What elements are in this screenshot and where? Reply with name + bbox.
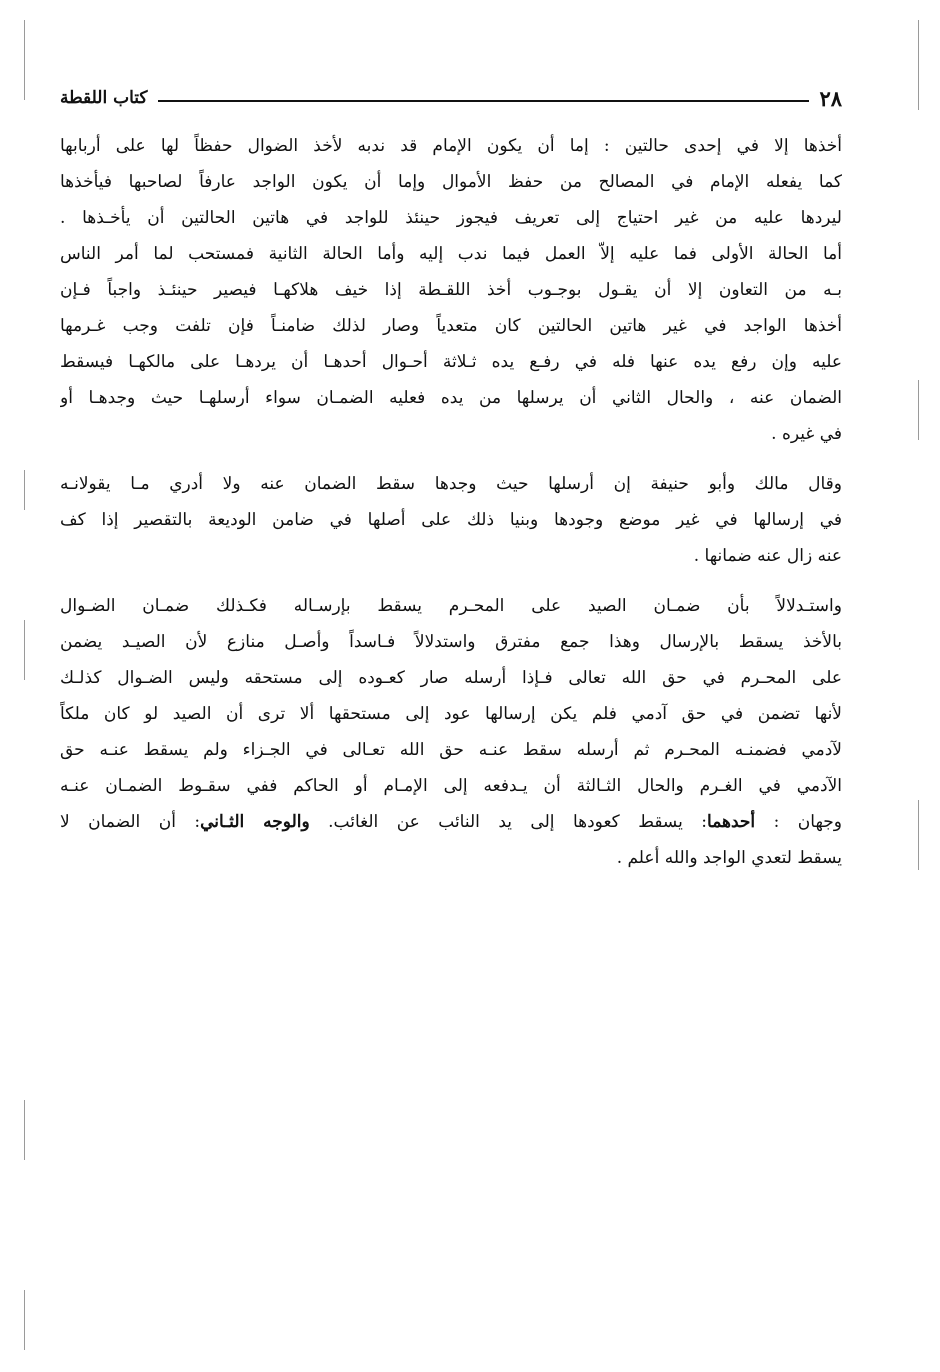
body-text [60, 128, 842, 876]
text-line-rich: وجهان : أحدهما: يسقط كعودها إلى يد النائب عن الغائب. والوجه الثـاني: أن الضمان لا [60, 812, 842, 832]
running-title: كتاب اللقطة [60, 88, 148, 108]
header-rule [158, 100, 810, 102]
page-header [60, 84, 842, 112]
left-margin-mark [24, 1100, 25, 1160]
text-line: لأنها تضمن في حق آدمي فلم يكن إرسالها عود إلى مستحقها ألا ترى أن الصيد لو كان ملكاً [60, 704, 842, 724]
text-line: عنه زال عنه ضمانها . [693, 546, 842, 566]
left-margin-mark [24, 1290, 25, 1350]
page-number: ٢٨ [819, 85, 842, 111]
text-line: أخذها إلا في إحدى حالتين : إما أن يكون الإمام قد ندبه لأخذ الضوال حفظاً لها على أربابها [60, 136, 842, 156]
right-margin-mark [918, 380, 919, 440]
right-margin-mark [918, 20, 919, 110]
text-line: بالأخذ يسقط بالإرسال وهذا جمع مفترق واستدلالاً فـاسداً وأصـل منازع لأن الصيـد يضمن [60, 632, 842, 652]
paragraph-3 [60, 588, 842, 876]
left-margin-mark [24, 620, 25, 680]
text-line: في غيره . [771, 424, 842, 444]
text-line: واستـدلالاً بأن ضمـان الصيد على المحـرم يسقط بإرسـاله فكـذلك ضمـان الضـوال [60, 596, 842, 616]
text-line: على المحـرم في حق الله تعالى فـإذا أرسله صار كعـوده إلى مستحقه وليس الضـوال كذلـك [60, 668, 842, 688]
left-margin-mark [24, 20, 25, 100]
text-line: أخذها الواجد في غير هاتين الحالتين كان متعدياً وصار لذلك ضامنـاً فإن تلفت وجب غـرمها [60, 316, 842, 336]
text-line: يسقط لتعدي الواجد والله أعلم . [616, 848, 842, 868]
text-line: في إرسالها في غير موضع وجودها وبنيا ذلك على أصلها في ضامن الوديعة بالتقصير إذا كف [60, 510, 842, 530]
text-line: الضمان عنه ، والحال الثاني أن يرسلها من يده فعليه الضمـان سواء أرسلهـا حيث وجدهـا أو [60, 388, 842, 408]
text-line: بـه من التعاون إلا أن يقـول بوجـوب أخذ اللقـطة إذا خيف هلاكهـا فيصير حينئـذ واجباً فـإن [60, 280, 842, 300]
right-margin-mark [918, 800, 919, 870]
left-margin-mark [24, 470, 25, 510]
paragraph-1 [60, 128, 842, 452]
text-line: وقال مالك وأبو حنيفة إن أرسلها حيث وجدها سقط الضمان عنه ولا أدري مـا يقولانـه [60, 474, 842, 494]
text-line: عليه وإن رفع يده عنها فله في رفـع يده ثـلاثة أحـوال أحدهـا أن يردهـا على مالكهـا فيسقط [60, 352, 842, 372]
text-line: أما الحالة الأولى فما عليه إلاّ العمل فيما ندب إليه وأما الحالة الثانية فمستحب لما أمر الناس [60, 244, 842, 264]
text-line: كما يفعله الإمام في المصالح من حفظ الأموال وإما أن يكون الواجد عارفاً لصاحبها فيأخذها [60, 172, 842, 192]
text-line: الآدمي في الغـرم والحال الثـالثة أن يـدفعه إلى الإمـام أو الحاكم ففي سقـوط الضمـان عنـه [60, 776, 842, 796]
text-line: ليردها عليه من غير احتياج إلى تعريف فيجوز حينئذ للواجد في هاتين الحالتين أن يأخـذها . [60, 208, 842, 228]
text-line: لآدمي فضمنـه المحـرم ثم أرسله سقط عنـه حق الله تعـالى في الجـزاء ولم يسقط عنـه حق [60, 740, 842, 760]
paragraph-2 [60, 466, 842, 574]
